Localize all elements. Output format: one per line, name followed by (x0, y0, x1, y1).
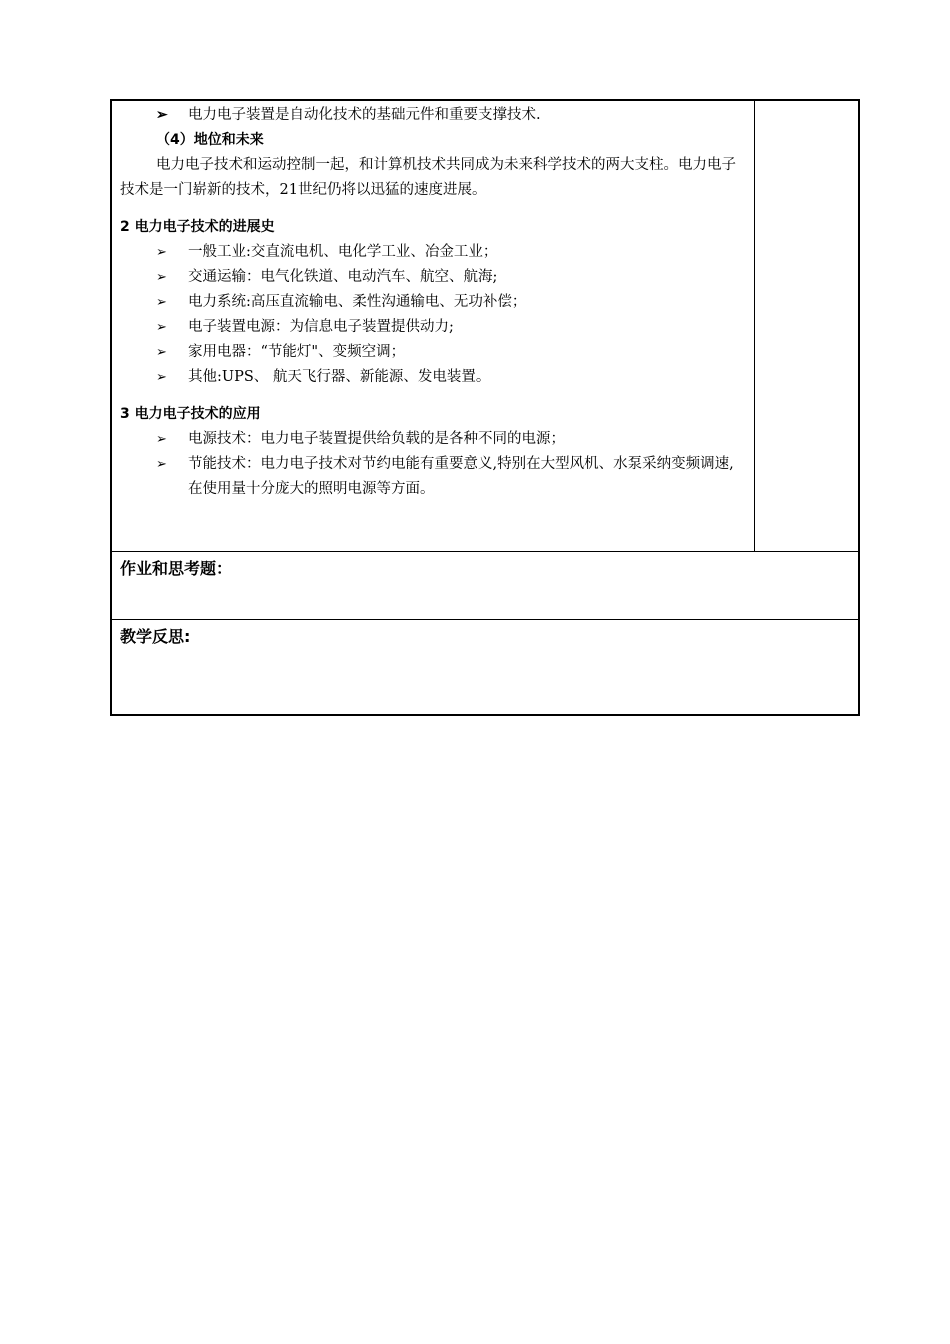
list-item-text: 节能技术：电力电子技术对节约电能有重要意义,特别在大型风机、水泵采纳变频调速,在使用量十分庞大的照明电源等方面。 (188, 456, 734, 497)
list-item (120, 265, 748, 290)
intro-bullet-text: 电力电子装置是自动化技术的基础元件和重要支撑技术. (188, 107, 541, 123)
arrow-bullet-icon: ➢ (156, 270, 167, 285)
section-3-title: 3 电力电子技术的应用 (120, 406, 261, 422)
arrow-bullet-icon: ➢ (156, 245, 167, 260)
list-item-text: 电力系统:高压直流输电、柔性沟通输电、无功补偿； (188, 294, 527, 310)
list-item (120, 290, 748, 315)
arrow-bullet-icon: ➢ (156, 107, 168, 123)
homework-label: 作业和思考题： (120, 559, 233, 578)
list-item (120, 365, 748, 390)
list-item-text: 电源技术：电力电子装置提供给负载的是各种不同的电源； (188, 431, 565, 447)
list-item-text: 其他:UPS、 航天飞行器、新能源、发电装置。 (188, 369, 491, 385)
arrow-bullet-icon: ➢ (156, 295, 167, 310)
homework-row (112, 551, 858, 619)
reflection-row (112, 619, 858, 714)
content-cell (112, 101, 755, 551)
arrow-bullet-icon: ➢ (156, 432, 167, 447)
arrow-bullet-icon: ➢ (156, 320, 167, 335)
side-cell (755, 101, 858, 551)
list-item (120, 315, 748, 340)
list-item (120, 240, 748, 265)
section-2-title: 2 电力电子技术的进展史 (120, 219, 275, 235)
list-item (120, 103, 748, 128)
paragraph: 电力电子技术和运动控制一起，和计算机技术共同成为未来科学技术的两大支柱。电力电子技术是一门崭新的技术，21世纪仍将以迅猛的速度进展。 (120, 157, 736, 198)
arrow-bullet-icon: ➢ (156, 345, 167, 360)
list-item-text: 电子装置电源：为信息电子装置提供动力; (188, 319, 454, 335)
sub-heading: （4）地位和未来 (156, 132, 264, 148)
lesson-table (110, 99, 860, 716)
list-item (120, 427, 748, 452)
list-item-text: 家用电器：“节能灯"、变频空调； (188, 344, 406, 360)
arrow-bullet-icon: ➢ (156, 370, 167, 385)
list-item-text: 一般工业:交直流电机、电化学工业、冶金工业； (188, 244, 498, 260)
list-item (120, 452, 748, 502)
reflection-label: 教学反思: (120, 627, 191, 646)
arrow-bullet-icon: ➢ (156, 457, 167, 472)
list-item (120, 340, 748, 365)
list-item-text: 交通运输：电气化铁道、电动汽车、航空、航海; (188, 269, 498, 285)
